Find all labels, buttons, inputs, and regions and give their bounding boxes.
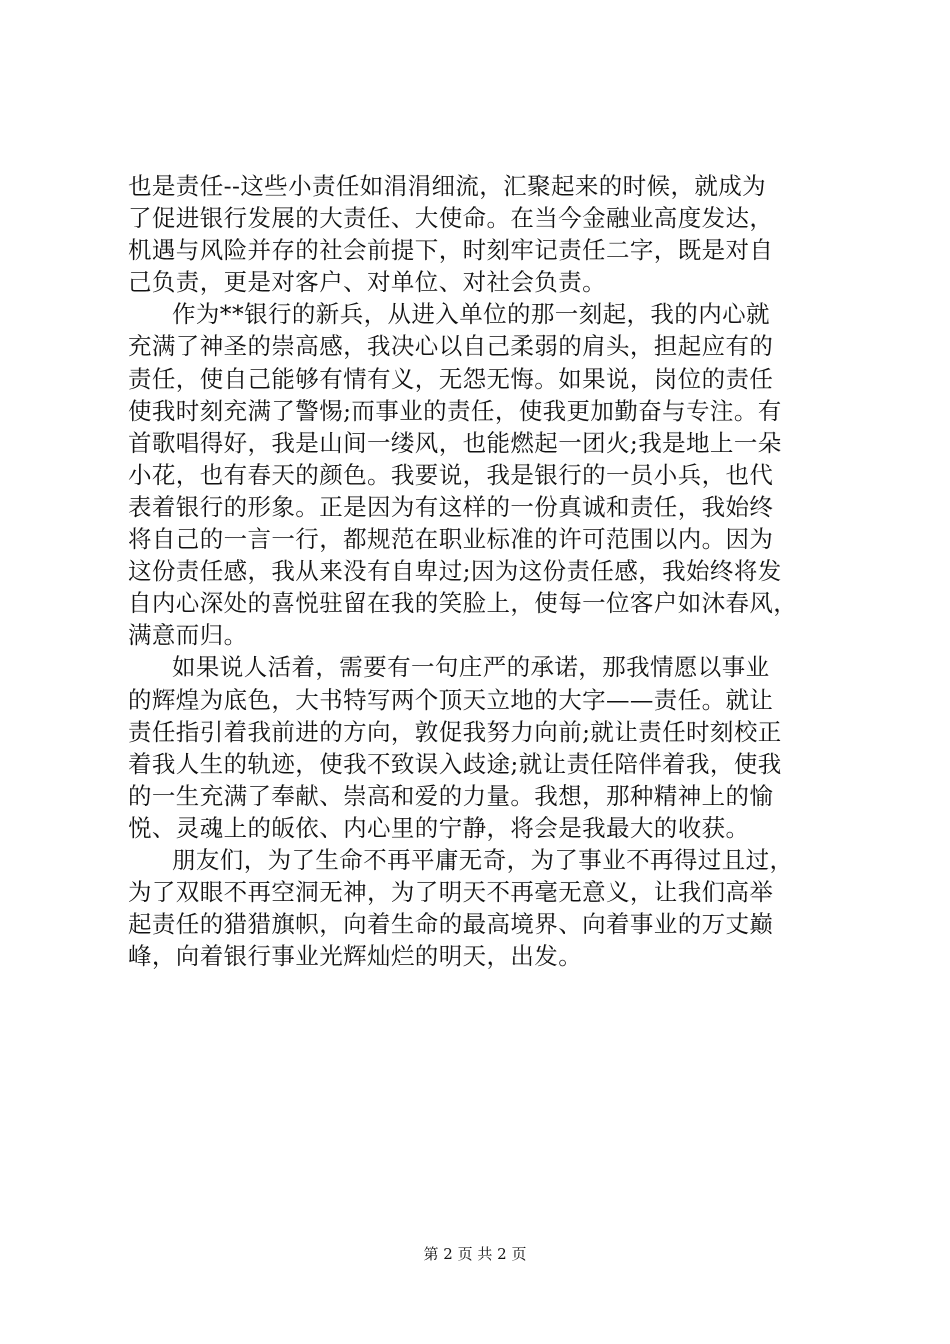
text-line: 充满了神圣的崇高感，我决心以自己柔弱的肩头，担起应有的 [128, 332, 774, 361]
text-line: 作为**银行的新兵，从进入单位的那一刻起，我的内心就 [172, 300, 770, 329]
paragraph-3 [128, 651, 838, 844]
paragraph-4 [128, 844, 838, 972]
text-line: 自内心深处的喜悦驻留在我的笑脸上，使每一位客户如沐春风， [128, 589, 798, 618]
text-line: 的一生充满了奉献、崇高和爱的力量。我想，那种精神上的愉 [128, 781, 774, 810]
text-line: 使我时刻充满了警惕;而事业的责任，使我更加勤奋与专注。有 [128, 396, 782, 425]
text-line: 首歌唱得好，我是山间一缕风，也能燃起一团火;我是地上一朵 [128, 428, 782, 457]
text-line: 了促进银行发展的大责任、大使命。在当今金融业高度发达， [128, 204, 774, 233]
text-line: 峰，向着银行事业光辉灿烂的明天，出发。 [128, 942, 583, 971]
page-number-label: 第 2 页 共 2 页 [423, 1245, 527, 1263]
text-line: 责任，使自己能够有情有义，无怨无悔。如果说，岗位的责任 [128, 364, 774, 393]
text-line: 如果说人活着，需要有一句庄严的承诺，那我情愿以事业 [172, 653, 770, 682]
text-line: 责任指引着我前进的方向，敦促我努力向前;就让责任时刻校正 [128, 717, 782, 746]
text-line: 朋友们，为了生命不再平庸无奇，为了事业不再得过且过， [172, 845, 794, 874]
text-line: 满意而归。 [128, 621, 248, 650]
document-body [128, 170, 838, 972]
text-line: 这份责任感，我从来没有自卑过;因为这份责任感，我始终将发 [128, 557, 782, 586]
text-line: 己负责，更是对客户、对单位、对社会负责。 [128, 268, 606, 297]
text-line: 将自己的一言一行，都规范在职业标准的许可范围以内。因为 [128, 525, 774, 554]
text-line: 表着银行的形象。正是因为有这样的一份真诚和责任，我始终 [128, 492, 774, 521]
text-line: 着我人生的轨迹，使我不致误入歧途;就让责任陪伴着我，使我 [128, 749, 782, 778]
text-line: 小花，也有春天的颜色。我要说，我是银行的一员小兵，也代 [128, 460, 774, 489]
text-line: 悦、灵魂上的皈依、内心里的宁静，将会是我最大的收获。 [128, 813, 750, 842]
paragraph-2 [128, 298, 838, 651]
page-footer [0, 1244, 950, 1264]
text-line: 机遇与风险并存的社会前提下，时刻牢记责任二字，既是对自 [128, 236, 774, 265]
text-line: 为了双眼不再空洞无神，为了明天不再毫无意义，让我们高举 [128, 878, 774, 907]
text-line: 的辉煌为底色，大书特写两个顶天立地的大字——责任。就让 [128, 685, 774, 714]
text-line: 起责任的猎猎旗帜，向着生命的最高境界、向着事业的万丈巅 [128, 910, 774, 939]
text-line: 也是责任--这些小责任如涓涓细流，汇聚起来的时候，就成为 [128, 172, 767, 200]
paragraph-1 [128, 170, 838, 298]
